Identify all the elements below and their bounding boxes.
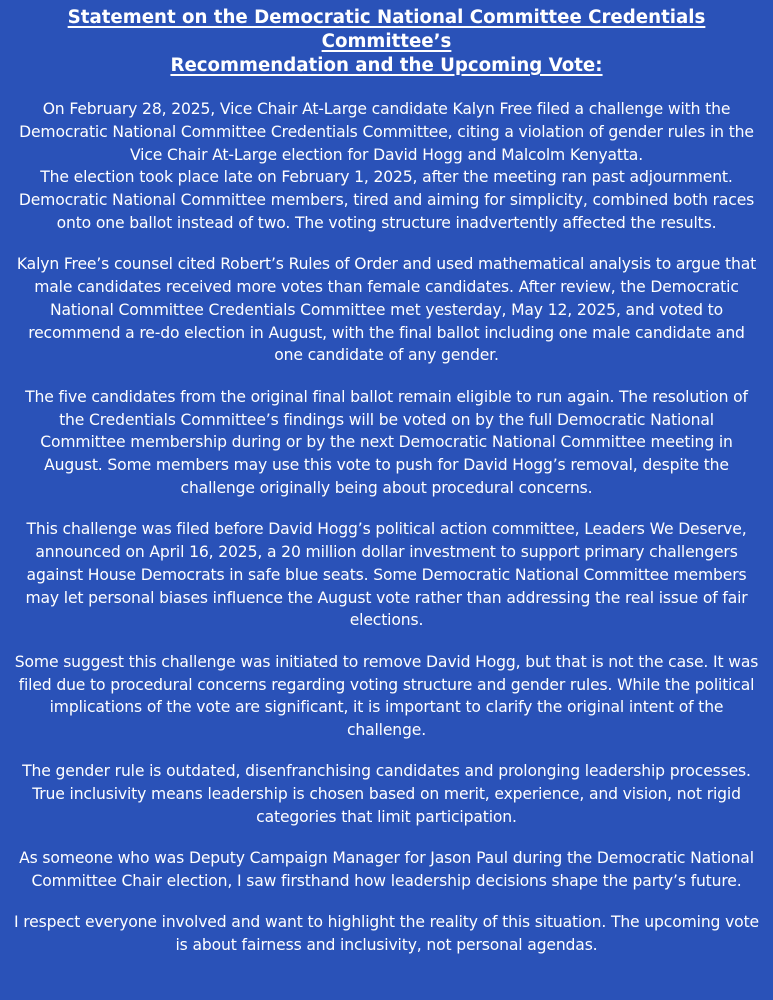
paragraph-author-background xyxy=(6,847,767,893)
paragraph-counsel-analysis xyxy=(6,253,767,367)
text-line: Democratic National Committee Credentials Committee, citing a violation of gender rules in the xyxy=(19,122,754,141)
text-line: recommend a re-do election in August, with the final ballot including one male candidate and xyxy=(28,323,745,342)
text-line: Kalyn Free’s counsel cited Robert’s Rules of Order and used mathematical analysis to argue that xyxy=(16,255,757,274)
text-line: Committee membership during or by the next Democratic National Committee meeting in xyxy=(40,433,733,452)
text-line: elections. xyxy=(349,611,424,630)
text-line: onto one ballot instead of two. The voting structure inadvertently affected the results. xyxy=(56,213,717,232)
text-line: may let personal biases influence the August vote rather than addressing the real issue of fair xyxy=(25,588,748,607)
paragraph-pac-investment xyxy=(6,518,767,632)
text-line: August. Some members may use this vote to push for David Hogg’s removal, despite the xyxy=(44,456,729,475)
text-line: the Credentials Committee’s findings will be voted on by the full Democratic National xyxy=(59,410,714,429)
text-line: Vice Chair At-Large election for David Hogg and Malcolm Kenyatta. xyxy=(129,145,644,164)
text-line: Democratic National Committee members, tired and aiming for simplicity, combined both races xyxy=(18,191,755,210)
text-line: implications of the vote are significant, it is important to clarify the original intent of the xyxy=(49,698,724,717)
paragraph-original-intent xyxy=(6,651,767,742)
paragraph-eligible-candidates xyxy=(6,386,767,500)
text-line: categories that limit participation. xyxy=(256,808,517,827)
title-line: Statement on the Democratic National Committee Credentials Committee’s xyxy=(67,7,706,52)
paragraph-gender-rule xyxy=(6,760,767,828)
text-line: The five candidates from the original final ballot remain eligible to run again. The resolution of xyxy=(25,387,748,406)
text-line: challenge. xyxy=(346,721,427,740)
text-line: This challenge was filed before David Hogg’s political action committee, Leaders We Deserve, xyxy=(26,520,747,539)
text-line: challenge originally being about procedural concerns. xyxy=(180,478,593,497)
text-line: announced on April 16, 2025, a 20 million dollar investment to support primary challengers xyxy=(35,543,738,562)
text-line: I respect everyone involved and want to highlight the reality of this situation. The upcoming vote xyxy=(13,913,759,932)
text-line: Committee Chair election, I saw firsthand how leadership decisions shape the party’s future. xyxy=(31,872,742,891)
paragraph-challenge-filed xyxy=(6,98,767,235)
paragraph-closing xyxy=(6,911,767,957)
text-line: male candidates received more votes than female candidates. After review, the Democratic xyxy=(34,278,739,297)
text-line: The election took place late on February 1, 2025, after the meeting ran past adjournment. xyxy=(40,168,733,187)
text-line: against House Democrats in safe blue seats. Some Democratic National Committee members xyxy=(26,565,747,584)
text-line: filed due to procedural concerns regarding voting structure and gender rules. While the political xyxy=(18,675,755,694)
text-line: True inclusivity means leadership is chosen based on merit, experience, and vision, not rigid xyxy=(32,785,741,804)
text-line: one candidate of any gender. xyxy=(274,346,499,365)
text-line: As someone who was Deputy Campaign Manager for Jason Paul during the Democratic National xyxy=(19,849,754,868)
text-line: National Committee Credentials Committee met yesterday, May 12, 2025, and voted to xyxy=(49,300,724,319)
statement-title xyxy=(6,6,767,78)
text-line: The gender rule is outdated, disenfranchising candidates and prolonging leadership processes. xyxy=(22,762,751,781)
text-line: Some suggest this challenge was initiated to remove David Hogg, but that is not the case. It was xyxy=(14,652,759,671)
text-line: is about fairness and inclusivity, not personal agendas. xyxy=(175,936,598,955)
text-line: On February 28, 2025, Vice Chair At-Large candidate Kalyn Free filed a challenge with the xyxy=(42,100,731,118)
title-line: Recommendation and the Upcoming Vote: xyxy=(170,55,603,76)
